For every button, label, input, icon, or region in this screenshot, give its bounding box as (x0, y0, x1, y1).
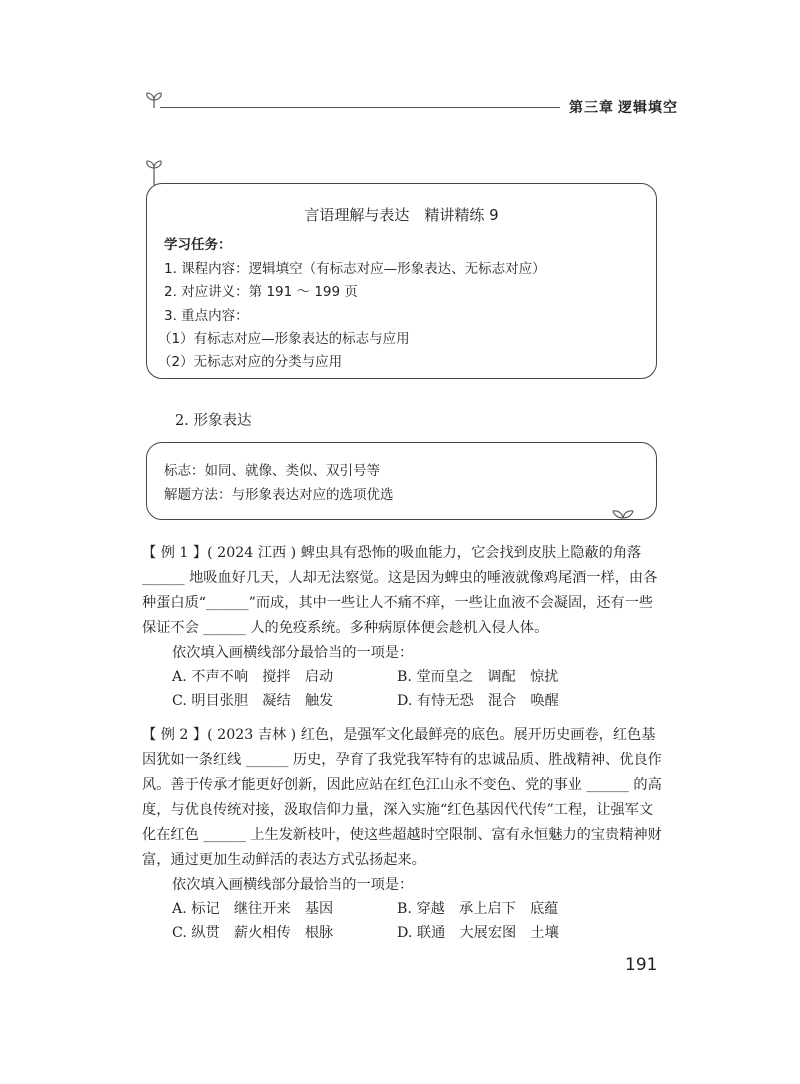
example-2-line: 富，通过更加生动鲜活的表达方式弘扬起来。 (142, 852, 426, 868)
example-2-line: 度，与优良传统对接，汲取信仰力量，深入实施“红色基因代代传”工程，让强军文 (142, 802, 654, 818)
option-a: A. 标记 继往开来 基因 (172, 901, 334, 917)
option-c: C. 纵贯 薪火相传 根脉 (172, 925, 334, 941)
header-rule (160, 107, 560, 108)
example-1-line: 【 例 1 】( 2024 江西 ) 蜱虫具有恐怖的吸血能力，它会找到皮肤上隐蔽的角落 (142, 545, 642, 561)
option-a: A. 不声不响 搅拌 启动 (172, 669, 334, 685)
example-1-line: 种蛋白质“______”而成，其中一些让人不痛不痒，一些让血液不会凝固，还有一些 (142, 595, 654, 611)
section-heading: 2. 形象表达 (175, 413, 252, 429)
option-c: C. 明目张胆 凝结 触发 (172, 693, 334, 709)
option-b: B. 堂而皇之 调配 惊扰 (397, 669, 559, 685)
chapter-label: 第三章 (569, 100, 614, 116)
sprout-icon (143, 90, 165, 114)
option-b: B. 穿越 承上启下 底蕴 (397, 901, 559, 917)
page-number: 191 (625, 955, 658, 975)
example-2-line: 风。善于传承才能更好创新，因此应站在红色江山永不变色、党的事业 ______ 的高 (142, 777, 662, 793)
leaf-icon (611, 505, 635, 524)
example-1-prompt: 依次填入画横线部分最恰当的一项是： (172, 645, 414, 661)
example-2-line: 【 例 2 】( 2023 吉林 ) 红色，是强军文化最鲜亮的底色。展开历史画卷，红色基 (142, 727, 656, 743)
example-2-prompt: 依次填入画横线部分最恰当的一项是： (172, 877, 414, 893)
marker-box (146, 442, 657, 520)
task-line: 3. 重点内容： (164, 308, 249, 324)
task-line: 2. 对应讲义：第 191 ～ 199 页 (164, 284, 358, 300)
example-1-line: 保证不会 ______ 人的免疫系统。多种病原体便会趁机入侵人体。 (142, 620, 549, 636)
example-2-line: 因犹如一条红线 ______ 历史，孕育了我党我军特有的忠诚品质、胜战精神、优良作 (142, 752, 662, 768)
option-d: D. 联通 大展宏图 土壤 (397, 925, 559, 941)
marker-line: 解题方法：与形象表达对应的选项优选 (164, 487, 394, 503)
marker-line: 标志：如同、就像、类似、双引号等 (164, 463, 380, 479)
option-d: D. 有恃无恐 混合 唤醒 (397, 693, 559, 709)
task-line: 1. 课程内容：逻辑填空（有标志对应—形象表达、无标志对应） (164, 261, 546, 277)
task-heading: 学习任务： (164, 237, 232, 253)
task-line: （1）有标志对应—形象表达的标志与应用 (158, 331, 410, 347)
task-line: （2）无标志对应的分类与应用 (158, 354, 343, 370)
chapter-title: 逻辑填空 (618, 100, 678, 116)
example-1-line: ______ 地吸血好几天，人却无法察觉。这是因为蜱虫的唾液就像鸡尾酒一样，由各 (142, 570, 658, 586)
example-2-line: 化在红色 ______ 上生发新枝叶，使这些超越时空限制、富有永恒魅力的宝贵精神财 (142, 827, 662, 843)
box-title: 言语理解与表达 精讲精练 9 (304, 206, 499, 224)
